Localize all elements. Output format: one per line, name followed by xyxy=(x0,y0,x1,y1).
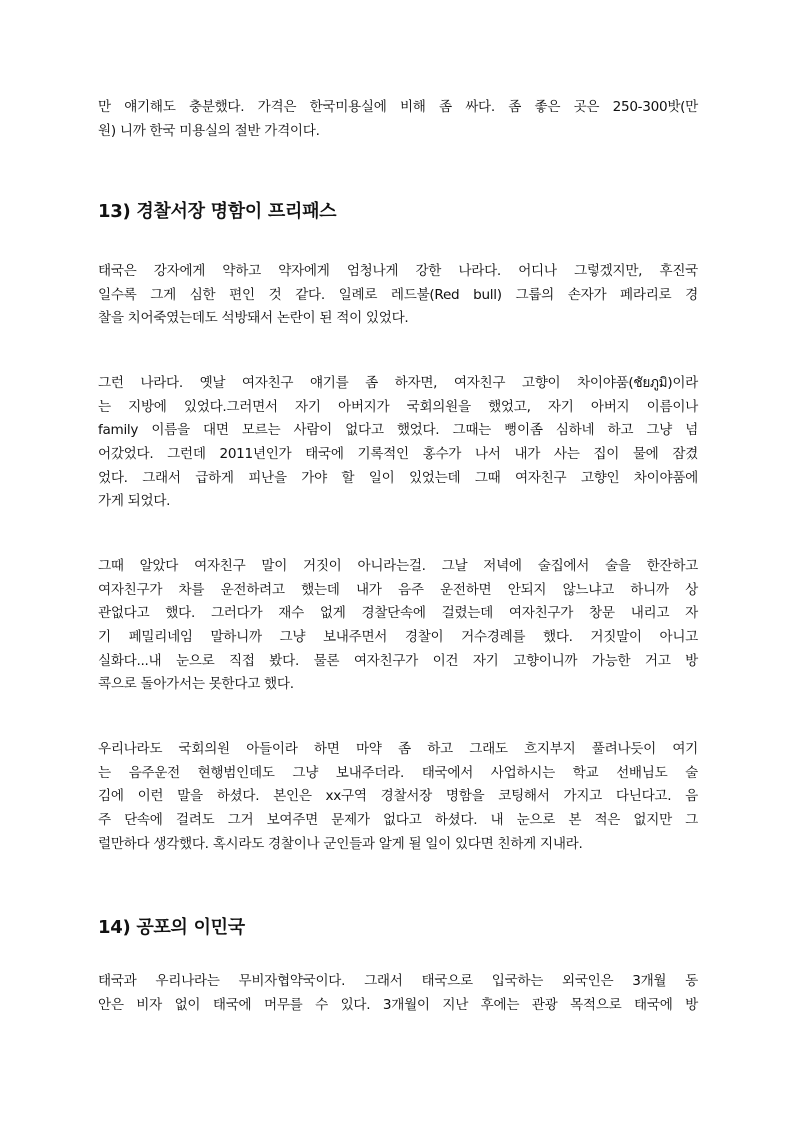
paragraph-line: 만 얘기해도 충분했다. 가격은 한국미용실에 비해 좀 싸다. 좀 좋은 곳은 250-300밧(만 xyxy=(98,99,698,115)
paragraph-line: 콕으로 돌아가서는 못한다고 했다. xyxy=(98,676,294,693)
paragraph-line: 실화다...내 눈으로 직접 봤다. 물론 여자친구가 이건 자기 고향이니까 가능한 거고 방 xyxy=(98,652,698,669)
paragraph-line: 안은 비자 없이 태국에 머무를 수 있다. 3개월이 지난 후에는 관광 목적으로 태국에 방 xyxy=(98,996,698,1013)
section-13-paragraph-3 xyxy=(98,555,698,697)
paragraph-line: 관없다고 했다. 그러다가 재수 없게 경찰단속에 걸렸는데 여자친구가 창문 내리고 자 xyxy=(98,605,698,622)
section-14-paragraph-1 xyxy=(98,970,698,1017)
intro-paragraph xyxy=(98,96,698,143)
section-13-paragraph-2 xyxy=(98,372,698,514)
section-14-heading: 14) 공포의 이민국 xyxy=(98,917,245,938)
paragraph-line: 우리나라도 국회의원 아들이라 하면 마약 좀 하고 그래도 흐지부지 풀려나듯이 여기 xyxy=(98,741,698,757)
paragraph-line: 주 단속에 걸려도 그거 보여주면 문제가 없다고 하셨다. 내 눈으로 본 적은 없지만 그 xyxy=(98,812,699,829)
section-13-heading: 13) 경찰서장 명함이 프리패스 xyxy=(98,201,337,222)
paragraph-line: 는 음주운전 현행범인데도 그냥 보내주더라. 태국에서 사업하시는 학교 선배님도 술 xyxy=(98,764,698,781)
paragraph-line: 는 지방에 있었다.그러면서 자기 아버지가 국회의원을 했었고, 자기 아버지 이름이나 xyxy=(98,398,698,415)
section-13-paragraph-4 xyxy=(98,738,698,856)
paragraph-line: 원) 니까 한국 미용실의 절반 가격이다. xyxy=(98,122,320,139)
paragraph-line: 찰을 치어죽였는데도 석방돼서 논란이 된 적이 있었다. xyxy=(98,310,409,327)
section-13-paragraph-1 xyxy=(98,260,698,331)
paragraph-line: 태국과 우리나라는 무비자협약국이다. 그래서 태국으로 입국하는 외국인은 3개월 동 xyxy=(98,973,698,989)
paragraph-line: 태국은 강자에게 약하고 약자에게 엄청나게 강한 나라다. 어디나 그렇겠지만, 후진국 xyxy=(98,263,698,279)
paragraph-line: 그런 나라다. 옛날 여자친구 얘기를 좀 하자면, 여자친구 고향이 차이야품(ชัยภูมิ)이라 xyxy=(98,375,698,391)
paragraph-line: 그때 알았다 여자친구 말이 거짓이 아니라는걸. 그날 저녁에 술집에서 술을 한잔하고 xyxy=(98,558,698,574)
paragraph-line: 었다. 그래서 급하게 피난을 가야 할 일이 있었는데 그때 여자친구 고향인 차이야품에 xyxy=(98,469,698,486)
paragraph-line: family 이름을 대면 모르는 사람이 없다고 했었다. 그때는 뻥이좀 심하네 하고 그냥 넘 xyxy=(98,422,698,439)
paragraph-line: 김에 이런 말을 하셨다. 본인은 xx구역 경찰서장 명함을 코팅해서 가지고 다닌다고. 음 xyxy=(98,788,698,805)
paragraph-line: 가게 되었다. xyxy=(98,493,171,510)
paragraph-line: 일수록 그게 심한 편인 것 같다. 일례로 레드불(Red bull) 그룹의 손자가 페라리로 경 xyxy=(98,286,698,303)
paragraph-line: 럴만하다 생각했다. 혹시라도 경찰이나 군인들과 알게 될 일이 있다면 친하게 지내라. xyxy=(98,835,583,852)
paragraph-line: 여자친구가 차를 운전하려고 했는데 내가 음주 운전하면 안되지 않느냐고 하니까 상 xyxy=(98,581,698,598)
paragraph-line: 기 페밀리네임 말하니까 그냥 보내주면서 경찰이 거수경례를 했다. 거짓말이 아니고 xyxy=(98,629,698,646)
paragraph-line: 어갔었다. 그런데 2011년인가 태국에 기록적인 홍수가 나서 내가 사는 집이 물에 잠겼 xyxy=(98,446,698,463)
